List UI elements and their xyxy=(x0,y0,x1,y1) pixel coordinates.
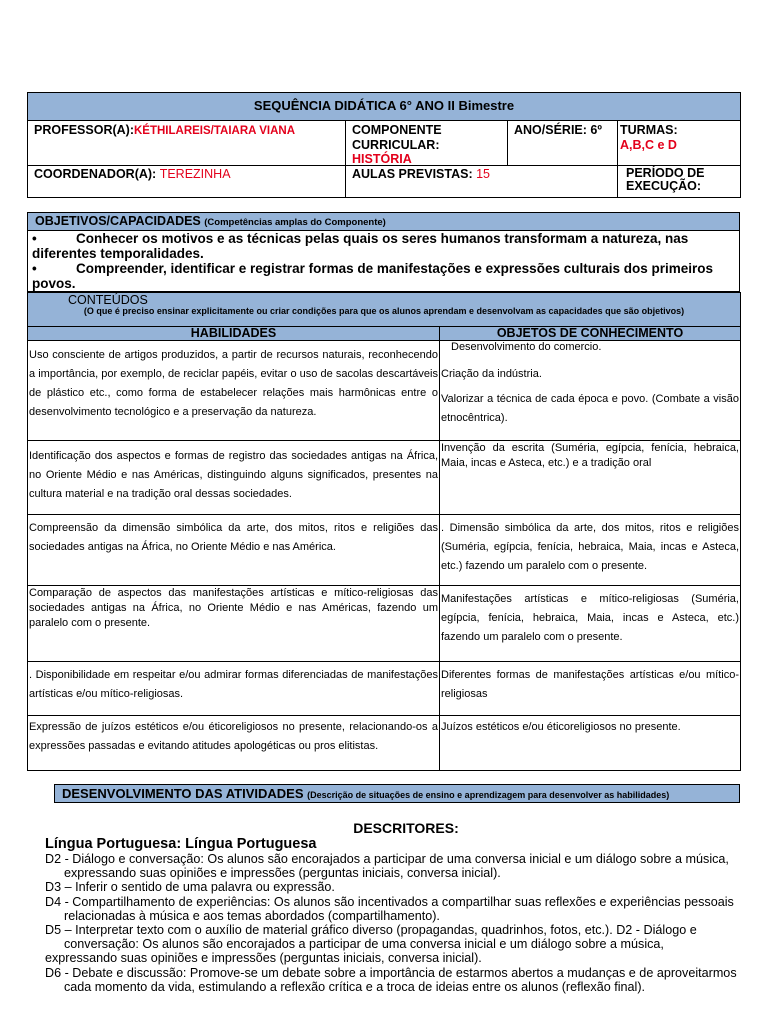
desenvolvimento-header xyxy=(54,784,740,803)
table-row xyxy=(28,586,741,662)
descritor-text: D3 – Inferir o sentido de uma palavra ou expressão. xyxy=(45,880,335,895)
col-objetos: OBJETOS DE CONHECIMENTO xyxy=(440,327,741,341)
coordenador-cell xyxy=(28,166,346,198)
descritores-list xyxy=(45,836,765,994)
aulas-cell xyxy=(346,166,618,198)
objetivos-title: OBJETIVOS/CAPACIDADES xyxy=(35,214,201,228)
table-row xyxy=(28,716,741,771)
objetivo-item xyxy=(32,231,735,261)
descritor-item xyxy=(45,923,745,966)
lingua-heading: Língua Portuguesa: Língua Portuguesa xyxy=(45,836,317,852)
professor-label: PROFESSOR(A): xyxy=(34,123,134,137)
desenvolvimento-subtitle: (Descrição de situações de ensino e aprendizagem para desenvolver as habilidades) xyxy=(307,790,670,800)
objeto-text: Desenvolvimento do comercio. xyxy=(451,341,602,353)
descritor-text: D4 - Compartilhamento de experiências: Os alunos são incentivados a compartilhar suas reflexões e experiências pessoais xyxy=(45,894,734,909)
document-title: SEQUÊNCIA DIDÁTICA 6° ANO II Bimestre xyxy=(28,93,741,121)
conteudos-subtitle: (O que é preciso ensinar explicitamente ou criar condições para que os alunos aprendam e desenvolvam as capacidades que são objetivos) xyxy=(83,306,685,316)
descritor-text: D5 – Interpretar texto com o auxílio de material gráfico diverso (propagandas, quadrinhos, fotos, etc.). D2 - Diálogo e xyxy=(45,923,697,938)
descritor-text: D6 - Debate e discussão: Promove-se um debate sobre a importância de estarmos abertos a mudanças e de aproveitarmos xyxy=(45,965,737,980)
table-row xyxy=(28,662,741,716)
descritor-item xyxy=(45,966,765,994)
descritor-item xyxy=(45,880,765,894)
componente-cell xyxy=(346,121,508,166)
professor-value: KÉTHILAREIS/TAIARA VIANA xyxy=(134,125,295,137)
habilidade-cell: . Disponibilidade em respeitar e/ou admirar formas diferenciadas de manifestações artísticas e/ou mítico-religiosas. xyxy=(28,662,440,716)
habilidade-cell: Identificação dos aspectos e formas de registro das sociedades antigas na África, no Oriente Médio e nas Américas, distinguindo alguns significados, presentes na cultura material e na tradição oral dessas sociedades. xyxy=(28,441,440,515)
descritor-item xyxy=(45,895,765,923)
habilidade-cell: Uso consciente de artigos produzidos, a partir de recursos naturais, reconhecendo a importância, por exemplo, de reciclar papéis, evitar o uso de sacolas descartáveis de plástico etc., como forma de estabelecer relações mais harmônicas entre o desenvolvimento tecnológico e a preservação da natureza. xyxy=(28,341,440,441)
habilidade-cell: Expressão de juízos estéticos e/ou éticoreligiosos no presente, relacionando-os a expressões passadas e evitando atitudes apologéticas ou pros elitistas. xyxy=(28,716,440,771)
desenvolvimento-title: DESENVOLVIMENTO DAS ATIVIDADES xyxy=(62,786,304,801)
bullet-icon: • xyxy=(32,261,37,276)
descritor-item xyxy=(45,852,765,880)
bullet-icon: • xyxy=(32,231,37,246)
conteudos-table xyxy=(27,292,741,771)
aulas-value: 15 xyxy=(476,167,491,181)
descritor-text: cada momento da vida, estimulando a reflexão crítica e a troca de ideias entre os alunos (reflexão final). xyxy=(64,979,646,994)
coordenador-label: COORDENADOR(A): xyxy=(34,167,157,181)
header-table xyxy=(27,92,740,198)
descritor-text: relacionadas à música e aos temas abordados (compartilhamento). xyxy=(64,908,440,923)
objeto-cell xyxy=(440,341,741,441)
turmas-value: A,B,C e D xyxy=(620,138,677,152)
objeto-cell: Diferentes formas de manifestações artísticas e/ou mítico-religiosas xyxy=(440,662,741,716)
coordenador-value: TEREZINHA xyxy=(159,167,231,181)
descritor-text: D2 - Diálogo e conversação: Os alunos são encorajados a participar de uma conversa inicial e um diálogo sobre a música, xyxy=(45,852,729,866)
objetivos-section xyxy=(27,212,740,292)
professor-cell xyxy=(28,121,346,166)
table-row xyxy=(28,515,741,586)
descritor-text: conversação: Os alunos são encorajados a participar de uma conversa inicial e um diálogo sobre a música, expressando suas opiniões e impressões (perguntas iniciais, conversa inicial). xyxy=(45,937,664,966)
conteudos-section xyxy=(27,292,740,771)
componente-value: HISTÓRIA xyxy=(352,152,412,166)
conteudos-title: CONTEÚDOS xyxy=(68,293,148,307)
habilidade-cell: Comparação de aspectos das manifestações artísticas e mítico-religiosas das sociedades antigas na África, no Oriente Médio e nas Américas, fazendo um paralelo com o presente. xyxy=(28,586,440,662)
objeto-text: Criação da indústria. xyxy=(441,368,542,380)
objetivos-header xyxy=(27,212,740,231)
objetivo-item xyxy=(32,261,735,291)
objeto-cell: . Dimensão simbólica da arte, dos mitos, ritos e religiões (Suméria, egípcia, fenícia, hebraica, Maia, incas e Asteca, etc.) fazendo um paralelo com o presente. xyxy=(440,515,741,586)
conteudos-header xyxy=(28,293,741,327)
objetivos-subtitle: (Competências amplas do Componente) xyxy=(204,217,386,228)
table-row xyxy=(28,341,741,441)
objeto-cell: Manifestações artísticas e mítico-religiosas (Suméria, egípcia, fenícia, hebraica, Maia, incas e Asteca, etc.) fazendo um paralelo com o presente. xyxy=(440,586,741,662)
turmas-cell xyxy=(618,121,741,166)
descritor-text: expressando suas opiniões e impressões (perguntas iniciais, conversa inicial). xyxy=(64,866,501,881)
componente-label: COMPONENTE CURRICULAR: xyxy=(352,123,442,152)
objeto-cell: Juízos estéticos e/ou éticoreligiosos no presente. xyxy=(440,716,741,771)
objeto-text: Valorizar a técnica de cada época e povo. (Combate a visão etnocêntrica). xyxy=(441,393,739,424)
objeto-cell: Invenção da escrita (Suméria, egípcia, fenícia, hebraica, Maia, incas e Asteca, etc.) e a tradição oral xyxy=(440,441,741,515)
objetivo-text: Compreender, identificar e registrar formas de manifestações e expressões culturais dos primeiros povos. xyxy=(32,261,713,291)
objetivo-text: Conhecer os motivos e as técnicas pelas quais os seres humanos transformam a natureza, nas diferentes temporalidades. xyxy=(32,231,689,261)
ano-serie-cell: ANO/SÉRIE: 6º xyxy=(508,121,618,166)
descritores-title: DESCRITORES: xyxy=(353,820,459,836)
periodo-cell: PERÍODO DE EXECUÇÃO: xyxy=(618,166,741,198)
turmas-label: TURMAS: xyxy=(620,123,678,137)
habilidade-cell: Compreensão da dimensão simbólica da arte, dos mitos, ritos e religiões das sociedades antigas na África, no Oriente Médio e nas América. xyxy=(28,515,440,586)
aulas-label: AULAS PREVISTAS: xyxy=(352,167,473,181)
table-row xyxy=(28,441,741,515)
col-habilidades: HABILIDADES xyxy=(28,327,440,341)
objetivos-list xyxy=(27,231,740,292)
